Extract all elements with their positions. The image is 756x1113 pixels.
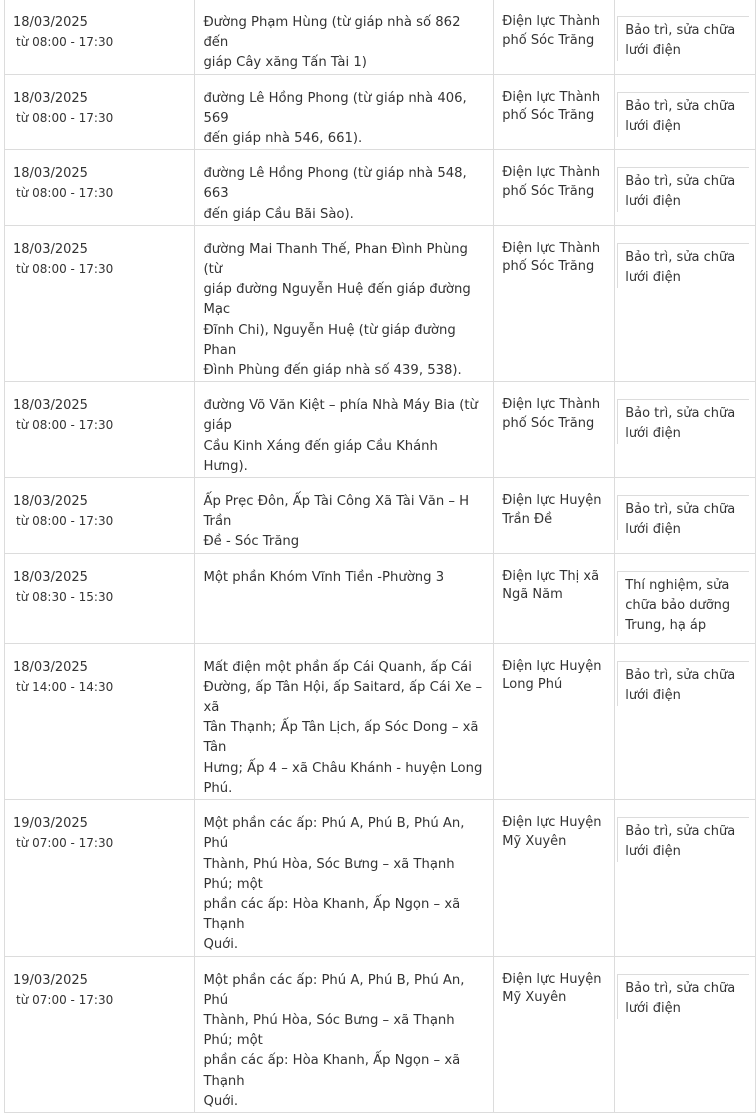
outage-reason: Bảo trì, sửa chữa lưới điện [617, 243, 749, 288]
outage-date: 18/03/2025 [13, 659, 88, 675]
outage-area: Một phần các ấp: Phú A, Phú B, Phú An, Phú Thành, Phú Hòa, Sóc Bưng – xã Thạnh Phú; một phần các ấp: Hòa Khanh, Ấp Ngọn – xã Thạnh Quới. [203, 816, 465, 953]
outage-date: 19/03/2025 [13, 972, 88, 988]
outage-time: từ 08:00 - 17:30 [16, 110, 114, 125]
power-unit: Điện lực Huyện Long Phú [502, 658, 602, 693]
outage-time: từ 07:00 - 17:30 [16, 992, 114, 1007]
area-cell [195, 956, 494, 1112]
area-cell [195, 478, 494, 554]
outage-date: 18/03/2025 [13, 241, 88, 257]
outage-time: từ 08:00 - 17:30 [16, 514, 114, 529]
unit-cell [494, 800, 615, 956]
unit-cell [494, 225, 615, 381]
outage-date: 18/03/2025 [13, 166, 88, 182]
outage-reason: Bảo trì, sửa chữa lưới điện [617, 974, 749, 1019]
area-cell [195, 382, 494, 478]
time-cell [5, 74, 195, 150]
area-cell [195, 553, 494, 643]
table-row [5, 800, 756, 956]
time-cell [5, 478, 195, 554]
outage-time: từ 08:00 - 17:30 [16, 261, 114, 276]
outage-reason: Bảo trì, sửa chữa lưới điện [617, 92, 749, 137]
outage-time: từ 08:30 - 15:30 [16, 589, 114, 604]
outage-reason: Bảo trì, sửa chữa lưới điện [617, 399, 749, 444]
reason-cell [615, 150, 756, 226]
power-unit: Điện lực Thị xã Ngã Năm [502, 568, 600, 603]
outage-date: 18/03/2025 [13, 90, 88, 106]
outage-reason: Thí nghiệm, sửa chữa bảo dưỡng Trung, hạ áp [617, 571, 749, 636]
time-cell [5, 643, 195, 799]
table-row [5, 382, 756, 478]
area-cell [195, 225, 494, 381]
table-row [5, 643, 756, 799]
time-cell [5, 225, 195, 381]
table-row [5, 0, 756, 74]
outage-area: đường Lê Hồng Phong (từ giáp nhà 406, 569 đến giáp nhà 546, 661). [203, 90, 467, 147]
reason-cell [615, 225, 756, 381]
outage-reason: Bảo trì, sửa chữa lưới điện [617, 817, 749, 862]
power-unit: Điện lực Thành phố Sóc Trăng [502, 165, 601, 199]
outage-time: từ 07:00 - 17:30 [16, 836, 114, 851]
reason-cell [615, 382, 756, 478]
area-cell [195, 74, 494, 150]
power-unit: Điện lực Thành phố Sóc Trăng [502, 240, 601, 275]
table-row [5, 225, 756, 381]
table-row [5, 956, 756, 1112]
table-row [5, 150, 756, 226]
outage-date: 18/03/2025 [13, 569, 88, 585]
unit-cell [494, 74, 615, 150]
reason-cell [615, 478, 756, 554]
power-unit: Điện lực Huyện Trần Đề [502, 493, 602, 527]
unit-cell [494, 956, 615, 1112]
unit-cell [494, 150, 615, 226]
area-cell [195, 643, 494, 799]
area-cell [195, 150, 494, 226]
outage-time: từ 08:00 - 17:30 [16, 186, 114, 201]
time-cell [5, 0, 195, 74]
unit-cell [494, 382, 615, 478]
outage-area: đường Lê Hồng Phong (từ giáp nhà 548, 663 đến giáp Cầu Bãi Sào). [203, 166, 467, 222]
outage-area: đường Võ Văn Kiệt – phía Nhà Máy Bia (từ giáp Cầu Kinh Xáng đến giáp Cầu Khánh Hưng). [203, 398, 478, 474]
outage-area: Đường Phạm Hùng (từ giáp nhà số 862 đến giáp Cây xăng Tấn Tài 1) [203, 15, 461, 71]
outage-time: từ 08:00 - 17:30 [16, 418, 114, 433]
outage-reason: Bảo trì, sửa chữa lưới điện [617, 16, 749, 61]
reason-cell [615, 643, 756, 799]
time-cell [5, 150, 195, 226]
outage-reason: Bảo trì, sửa chữa lưới điện [617, 661, 749, 706]
time-cell [5, 553, 195, 643]
outage-time: từ 08:00 - 17:30 [16, 35, 114, 49]
reason-cell [615, 74, 756, 150]
unit-cell [494, 643, 615, 799]
outage-date: 18/03/2025 [13, 15, 88, 30]
outage-schedule-table [4, 0, 756, 1113]
outage-reason: Bảo trì, sửa chữa lưới điện [617, 495, 749, 540]
outage-area: Một phần các ấp: Phú A, Phú B, Phú An, Phú Thành, Phú Hòa, Sóc Bưng – xã Thạnh Phú; một phần các ấp: Hòa Khanh, Ấp Ngọn – xã Thạnh Quới. [203, 972, 465, 1109]
power-unit: Điện lực Thành phố Sóc Trăng [502, 89, 601, 124]
outage-area: Ấp Prẹc Đôn, Ấp Tài Công Xã Tài Văn – H Trần Đề - Sóc Trăng [203, 494, 470, 550]
time-cell [5, 382, 195, 478]
area-cell [195, 800, 494, 956]
outage-date: 19/03/2025 [13, 816, 88, 832]
unit-cell [494, 553, 615, 643]
table-row [5, 478, 756, 554]
table-row [5, 74, 756, 150]
power-unit: Điện lực Thành phố Sóc Trăng [502, 14, 601, 48]
outage-area: Mất điện một phần ấp Cái Quanh, ấp Cái Đường, ấp Tân Hội, ấp Saitard, ấp Cái Xe – xã Tân Thạnh; Ấp Tân Lịch, ấp Sóc Dong – xã Tân Hưng; Ấp 4 – xã Châu Khánh - huyện Long Phú. [203, 659, 483, 796]
table-row [5, 553, 756, 643]
reason-cell [615, 553, 756, 643]
outage-area: đường Mai Thanh Thế, Phan Đình Phùng (từ giáp đường Nguyễn Huệ đến giáp đường Mạc Đĩnh Chi), Nguyễn Huệ (từ giáp đường Phan Đình Phùng đến giáp nhà số 439, 538). [203, 241, 471, 379]
outage-reason: Bảo trì, sửa chữa lưới điện [617, 167, 749, 212]
power-unit: Điện lực Huyện Mỹ Xuyên [502, 815, 602, 849]
power-unit: Điện lực Huyện Mỹ Xuyên [502, 971, 602, 1006]
unit-cell [494, 478, 615, 554]
outage-area: Một phần Khóm Vĩnh Tiền -Phường 3 [203, 569, 445, 585]
reason-cell [615, 800, 756, 956]
outage-date: 18/03/2025 [13, 398, 88, 414]
reason-cell [615, 0, 756, 74]
time-cell [5, 956, 195, 1112]
time-cell [5, 800, 195, 956]
outage-date: 18/03/2025 [13, 494, 88, 510]
unit-cell [494, 0, 615, 74]
area-cell [195, 0, 494, 74]
outage-time: từ 14:00 - 14:30 [16, 679, 114, 694]
reason-cell [615, 956, 756, 1112]
power-unit: Điện lực Thành phố Sóc Trăng [502, 397, 601, 431]
